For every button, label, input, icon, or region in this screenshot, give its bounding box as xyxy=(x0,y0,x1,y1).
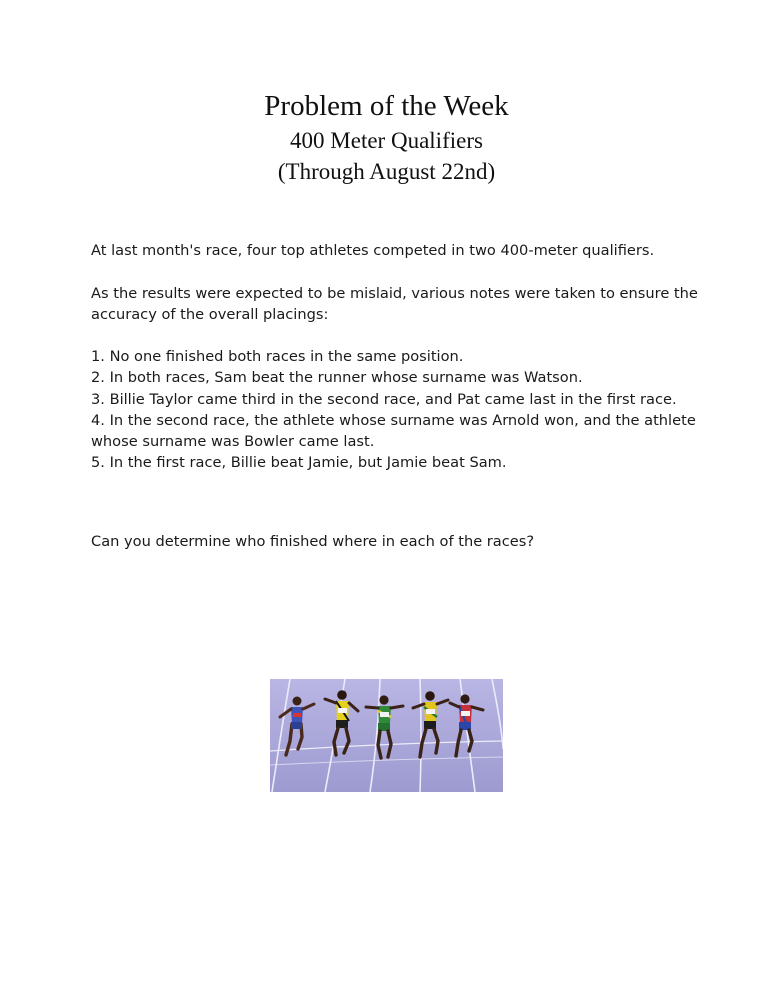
clue-list xyxy=(91,346,701,474)
date-range: (Through August 22nd) xyxy=(277,159,496,184)
question-paragraph: Can you determine who finished where in each of the races? xyxy=(91,533,535,550)
clue-item: 5. In the first race, Billie beat Jamie, but Jamie beat Sam. xyxy=(91,454,507,472)
sprinters-photo xyxy=(270,679,503,792)
clue-item: 2. In both races, Sam beat the runner whose surname was Watson. xyxy=(91,369,583,387)
sprinters-illustration xyxy=(270,679,503,792)
setup-paragraph: As the results were expected to be mislaid, various notes were taken to ensure the accuracy of the overall placings: xyxy=(91,285,698,324)
clue-item: 1. No one finished both races in the same position. xyxy=(91,348,464,365)
page-subtitle: 400 Meter Qualifiers xyxy=(290,128,483,153)
intro-paragraph: At last month's race, four top athletes competed in two 400-meter qualifiers. xyxy=(91,242,655,259)
clue-item: 4. In the second race, the athlete whose surname was Arnold won, and the athlete whose surname was Bowler came last. xyxy=(91,411,696,451)
page-title: Problem of the Week xyxy=(264,90,509,122)
clue-item: 3. Billie Taylor came third in the second race, and Pat came last in the first race. xyxy=(91,390,677,408)
